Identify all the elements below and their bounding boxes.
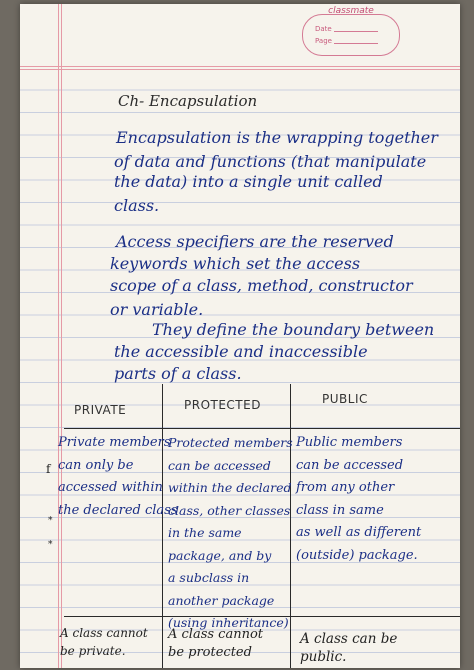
header-private: PRIVATE xyxy=(74,403,127,417)
header-protected: PROTECTED xyxy=(184,398,261,412)
protected-cell xyxy=(168,432,293,635)
private-line: accessed within xyxy=(58,480,163,495)
stamp-page-label: Page xyxy=(315,37,332,45)
public-cell xyxy=(296,432,421,567)
paragraph2-line: They define the boundary between xyxy=(152,320,435,339)
margin-line xyxy=(61,4,62,668)
stamp-page xyxy=(315,37,378,45)
table-column-divider xyxy=(162,384,163,668)
page-title: Ch- Encapsulation xyxy=(118,92,258,110)
private-line: the declared class xyxy=(58,502,178,518)
header-rule xyxy=(20,69,460,70)
paragraph2-line: the accessible and inaccessible xyxy=(114,342,368,361)
protected-line: Protected members xyxy=(168,435,293,450)
protected-line: in the same xyxy=(168,525,242,540)
public-line: Public members xyxy=(296,435,403,450)
protected-bottom-cell xyxy=(168,626,263,662)
public-bottom-line: A class can be xyxy=(300,631,398,647)
public-line: can be accessed xyxy=(296,457,404,473)
protected-line: within the declared xyxy=(168,480,292,495)
notebook-page xyxy=(20,4,460,668)
access-specifier-table xyxy=(58,384,460,668)
paragraph1-line: Encapsulation is the wrapping together xyxy=(116,128,438,147)
paragraph1-line: of data and functions (that manipulate xyxy=(114,152,427,171)
private-cell xyxy=(58,432,178,522)
paragraph2-line: parts of a class. xyxy=(114,364,242,383)
paragraph2-line: keywords which set the access xyxy=(110,254,361,273)
private-bottom-cell xyxy=(60,624,148,660)
protected-line: another package xyxy=(168,592,275,608)
protected-line: (using inheritance) xyxy=(168,615,289,630)
paragraph1-line: class. xyxy=(114,196,160,215)
public-bottom-line: public. xyxy=(300,649,347,665)
public-bottom-cell xyxy=(300,630,397,666)
protected-bottom-line: be protected xyxy=(168,645,252,660)
stamp-brand: classmate xyxy=(328,6,374,16)
margin-mark: * xyxy=(48,516,53,526)
public-line: class in same xyxy=(296,502,384,518)
margin-mark: * xyxy=(48,540,53,550)
paragraph2-line: or variable. xyxy=(110,300,204,319)
protected-line: can be accessed xyxy=(168,457,271,473)
private-bottom-line: be private. xyxy=(60,644,126,658)
protected-bottom-line: A class cannot xyxy=(168,627,264,642)
stamp-date-label: Date xyxy=(315,25,332,33)
paragraph2-line: scope of a class, method, constructor xyxy=(110,276,413,295)
paragraph2-line: Access specifiers are the reserved xyxy=(116,232,394,251)
private-bottom-line: A class cannot xyxy=(60,626,148,640)
classmate-stamp xyxy=(302,6,400,56)
protected-line: class, other classes xyxy=(168,502,291,518)
header-rule xyxy=(20,66,460,67)
protected-line: package, and by xyxy=(168,547,272,563)
margin-line xyxy=(58,4,59,668)
public-line: as well as different xyxy=(296,525,422,540)
margin-mark: f xyxy=(46,462,51,476)
paragraph1-line: the data) into a single unit called xyxy=(114,172,383,191)
private-line: Private members xyxy=(58,435,171,450)
header-public: PUBLIC xyxy=(322,392,368,406)
public-line: from any other xyxy=(296,480,395,495)
private-line: can only be xyxy=(58,457,134,473)
protected-line: a subclass in xyxy=(168,570,250,585)
public-line: (outside) package. xyxy=(296,547,418,563)
table-header-divider xyxy=(64,428,460,429)
stamp-date xyxy=(315,25,378,33)
